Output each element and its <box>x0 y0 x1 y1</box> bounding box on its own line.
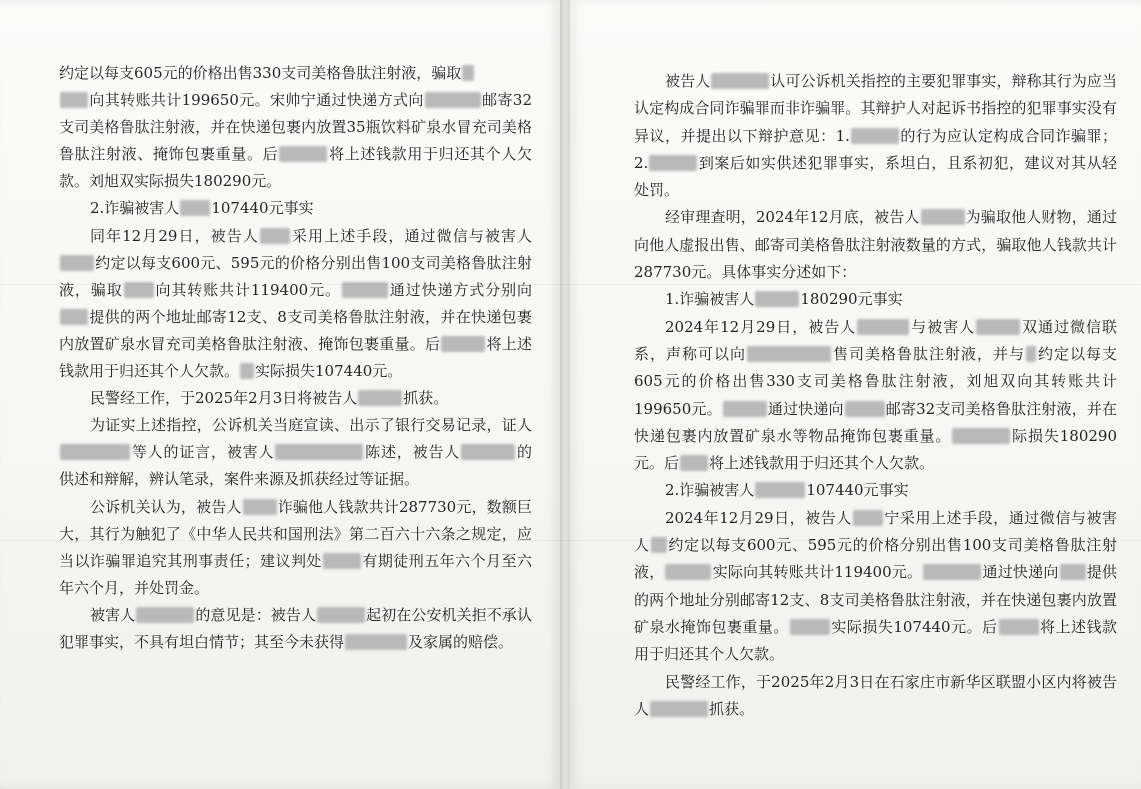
paragraph: 约定以每支605元的价格出售330支司美格鲁肽注射液，骗取 向其转账共计199650元。宋帅宁通过快递方式向 邮寄32支司美格鲁肽注射液，并在快递包裹内放置35瓶饮料矿泉水冒充司美格鲁肽注射液、掩饰包裹重量。后 将上述钱款用于归还其个人欠款。刘旭双实际损失180290元。 <box>59 64 532 191</box>
redaction <box>851 128 899 144</box>
paragraph: 为证实上述指控，公诉机关当庭宣读、出示了银行交易记录，证人等人的证言，被害人 陈述，被告人 的供述和辩解，辨认笔录，案件来源及抓获经过等证据。 <box>59 416 532 489</box>
redaction <box>60 309 88 325</box>
redaction <box>857 319 909 335</box>
redaction <box>747 346 831 362</box>
paragraph: 2024年12月29日，被告人 宁采用上述手段，通过微信与被害人 约定以每支600元、595元的价格分别出售100支司美格鲁肽注射液， 实际向其转账共计119400元。 通过快递向 提供的两个地址分别邮寄12支、8支司美格鲁肽注射液，并在快递包裹内放置矿泉水掩饰包裹重量。 实际损失107440元。后 将上述钱款用于归还其个人欠款。 <box>634 508 1117 664</box>
redaction <box>999 619 1039 635</box>
paragraph: 民警经工作，于2025年2月3日将被告人 抓获。 <box>90 389 449 408</box>
redaction <box>755 482 805 498</box>
redaction <box>275 444 363 460</box>
paragraph: 同年12月29日，被告人 采用上述手段，通过微信与被害人约定以每支600元、595元的价格分别出售100支司美格鲁肽注射液，骗取 向其转账共计119400元。 通过快递方式分别向提供的两个地址邮寄12支、8支司美格鲁肽注射液，并在快递包裹内放置矿泉水冒充司美格鲁肽注射液、掩饰包裹重量。后 将上述钱款用于归还其个人欠款。 实际损失107440元。 <box>59 226 532 381</box>
redaction <box>425 92 481 108</box>
redaction <box>923 564 981 580</box>
redaction <box>441 336 485 352</box>
section-heading: 2.诈骗被害人 107440元事实 <box>665 481 909 500</box>
right-page <box>570 0 1141 789</box>
redaction <box>279 146 327 162</box>
paragraph: 公诉机关认为，被告人 诈骗他人钱款共计287730元，数额巨大，其行为触犯了《中华人民共和国刑法》第二百六十六条之规定，应当以诈骗罪追究其刑事责任；建议判处 有期徒刑五年六个月至六年六个月，并处罚金。 <box>59 497 532 597</box>
page-gutter <box>560 0 570 789</box>
redaction <box>136 607 194 623</box>
paper-crease <box>0 540 1141 541</box>
redaction <box>976 319 1020 335</box>
redaction <box>650 701 708 717</box>
redaction <box>665 564 711 580</box>
redaction <box>462 65 474 81</box>
redaction <box>60 444 130 460</box>
paragraph: 被害人 的意见是：被告人 起初在公安机关拒不承认犯罪事实，不具有坦白情节；其至今未获得 及家属的赔偿。 <box>59 605 532 651</box>
paragraph: 被告人 认可公诉机关指控的主要犯罪事实，辩称其行为应当认定构成合同诈骗罪而非诈骗罪。其辩护人对起诉书指控的犯罪事实没有异议，并提出以下辩护意见：1. 的行为应认定构成合同诈骗罪；2. 到案后如实供述犯罪事实，系坦白，且系初犯，建议对其从轻处罚。 <box>634 72 1117 200</box>
redaction <box>1060 564 1086 580</box>
redaction <box>952 428 1010 444</box>
redaction <box>243 499 277 515</box>
redaction <box>1026 346 1036 362</box>
redaction <box>845 401 885 417</box>
redaction <box>323 553 361 569</box>
section-heading: 1.诈骗被害人 180290元事实 <box>665 290 903 309</box>
paragraph: 民警经工作，于2025年2月3日在石家庄市新华区联盟小区内将被告人 抓获。 <box>634 672 1117 718</box>
redaction <box>358 390 402 406</box>
redaction <box>723 401 767 417</box>
redaction <box>711 73 769 89</box>
paragraph: 2024年12月29日，被告人 与被害人 双通过微信联系，声称可以向 售司美格鲁肽注射液，并与 约定以每支605元的价格出售330支司美格鲁肽注射液，刘旭双向其转账共计199650元。 通过快递向 邮寄32支司美格鲁肽注射液，并在快递包裹内放置矿泉水等物品掩饰包裹重量。 际损失180290元。后 将上述钱款用于归还其个人欠款。 <box>634 317 1117 473</box>
redaction <box>790 619 830 635</box>
redaction <box>649 155 697 171</box>
redaction <box>260 228 290 244</box>
redaction <box>240 363 254 379</box>
redaction <box>461 444 515 460</box>
redaction <box>60 92 88 108</box>
redaction <box>317 607 365 623</box>
redaction <box>755 291 799 307</box>
redaction <box>345 634 407 650</box>
redaction <box>180 200 210 216</box>
redaction <box>921 209 965 225</box>
section-heading: 2.诈骗被害人 107440元事实 <box>90 199 314 218</box>
paper-crease <box>0 284 1141 285</box>
redaction <box>853 510 883 526</box>
redaction <box>680 455 708 471</box>
left-page <box>0 0 560 789</box>
redaction <box>60 255 94 271</box>
paragraph: 经审理查明，2024年12月底，被告人 为骗取他人财物，通过向他人虚报出售、邮寄司美格鲁肽注射液数量的方式，骗取他人钱款共计287730元。具体事实分述如下： <box>634 208 1117 282</box>
